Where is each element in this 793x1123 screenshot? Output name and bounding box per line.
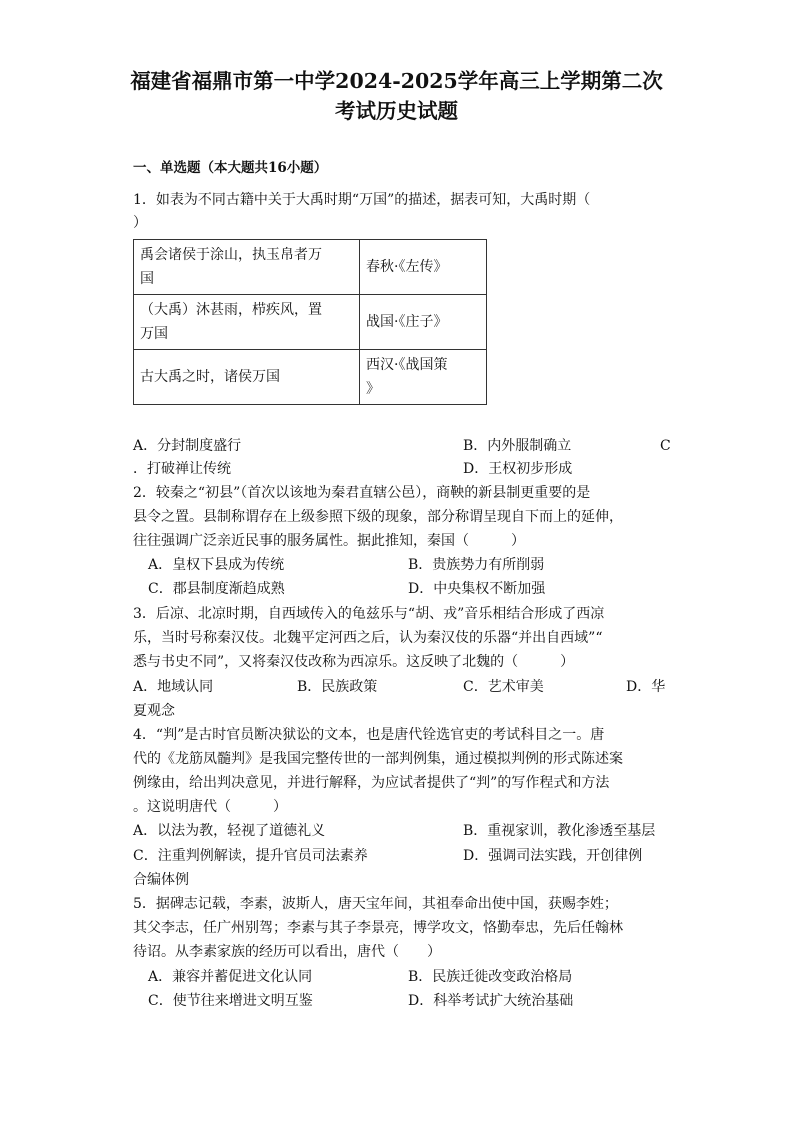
section-heading: 一、单选题（本大题共16小题） — [133, 160, 328, 176]
q4-option-b: B．重视家训，教化渗透至基层 — [463, 823, 656, 839]
q4-stem-line1: 4．“判”是古时官员断决狱讼的文本，也是唐代铨选官吏的考试科目之一。唐 — [133, 727, 605, 743]
exam-title-line2: 考试历史试题 — [335, 99, 458, 123]
q5-option-d: D．科举考试扩大统治基础 — [408, 993, 574, 1009]
q4-stem-line2: 代的《龙筋凤髓判》是我国完整传世的一部判例集，通过模拟判例的形式陈述案 — [133, 751, 623, 767]
q2-option-b: B．贵族势力有所削弱 — [408, 557, 545, 573]
cell-text: 》 — [366, 381, 380, 397]
cell-text: 战国·《庄子》 — [366, 314, 448, 330]
q4-stem-line3: 例缘由，给出判决意见，并进行解释，为应试者提供了“判”的写作程式和方法 — [133, 775, 610, 791]
q5-stem-line3: 待诏。从李素家族的经历可以看出，唐代（ ） — [133, 944, 441, 960]
q1-option-c-letter: C — [660, 438, 671, 454]
q2-stem-line3: 往往强调广泛亲近民事的服务属性。据此推知，秦国（ ） — [133, 533, 525, 549]
q5-stem-line1: 5．据碑志记载，李素，波斯人，唐天宝年间，其祖奉命出使中国，获赐李姓； — [133, 896, 618, 912]
q1-stem-line2: ） — [133, 215, 147, 231]
exam-title-line1: 福建省福鼎市第一中学2024-2025学年高三上学期第二次 — [130, 69, 663, 93]
q2-stem-line2: 县令之置。县制称谓存在上级参照下级的现象，部分称谓呈现自下而上的延伸， — [133, 509, 623, 525]
q3-option-d-cont: 夏观念 — [133, 703, 175, 719]
cell-text: （大禹）沐甚雨，栉疾风，置 — [140, 302, 322, 318]
q3-stem-line3: 悉与书史不同”，又将秦汉伎改称为西凉乐。这反映了北魏的（ ） — [133, 654, 575, 670]
q3-option-c: C．艺术审美 — [463, 679, 544, 695]
table-row — [134, 350, 487, 405]
q4-option-c: C．注重判例解读，提升官员司法素养 — [133, 848, 368, 864]
q2-stem-line1: 2．较秦之“初县”（首次以该地为秦君直辖公邑），商鞅的新县制更重要的是 — [133, 485, 591, 501]
q4-option-d-cont: 合编体例 — [133, 872, 189, 888]
table-cell-description — [134, 240, 360, 295]
q1-stem-line1: 1．如表为不同古籍中关于大禹时期“万国”的描述，据表可知，大禹时期（ — [133, 192, 591, 208]
q3-stem-line2: 乐，当时号称秦汉伎。北魏平定河西之后，认为秦汉伎的乐器“并出自西域”“ — [133, 630, 603, 646]
table-row — [134, 295, 487, 350]
q1-option-b: B．内外服制确立 — [463, 438, 572, 454]
q4-stem-line4: 。这说明唐代（ ） — [133, 799, 287, 815]
q2-option-a: A．皇权下县成为传统 — [148, 557, 285, 573]
q5-option-a: A．兼容并蓄促进文化认同 — [148, 969, 313, 985]
q4-option-a: A．以法为教，轻视了道德礼义 — [133, 823, 326, 839]
table-cell-source — [360, 240, 487, 295]
table-cell-source — [360, 350, 487, 405]
table-cell-description — [134, 350, 360, 405]
q3-stem-line1: 3．后凉、北凉时期，自西域传入的龟兹乐与“胡、戎”音乐相结合形成了西凉 — [133, 606, 605, 622]
q4-option-d: D．强调司法实践，开创律例 — [463, 848, 643, 864]
q5-option-b: B．民族迁徙改变政治格局 — [408, 969, 573, 985]
q3-option-a: A．地域认同 — [133, 679, 214, 695]
table-cell-source — [360, 295, 487, 350]
q1-option-a: A．分封制度盛行 — [133, 438, 242, 454]
table-row — [134, 240, 487, 295]
cell-text: 万国 — [140, 326, 168, 342]
q3-option-b: B．民族政策 — [297, 679, 378, 695]
cell-text: 禹会诸侯于涂山，执玉帛者万 — [140, 247, 322, 263]
cell-text: 春秋·《左传》 — [366, 259, 448, 275]
q1-source-table — [133, 239, 487, 405]
q5-option-c: C．使节往来增进文明互鉴 — [148, 993, 313, 1009]
cell-text: 西汉·《战国策 — [366, 357, 448, 373]
q1-option-c: ．打破禅让传统 — [133, 461, 231, 477]
q3-option-d: D．华 — [626, 679, 666, 695]
q2-option-c: C．郡县制度渐趋成熟 — [148, 581, 285, 597]
cell-text: 国 — [140, 271, 154, 287]
cell-text: 古大禹之时，诸侯万国 — [140, 369, 280, 385]
table-cell-description — [134, 295, 360, 350]
q2-option-d: D．中央集权不断加强 — [408, 581, 546, 597]
q1-option-d: D．王权初步形成 — [463, 461, 573, 477]
q5-stem-line2: 其父李志，任广州别驾；李素与其子李景亮，博学攻文，恪勤奉忠，先后任翰林 — [133, 920, 623, 936]
